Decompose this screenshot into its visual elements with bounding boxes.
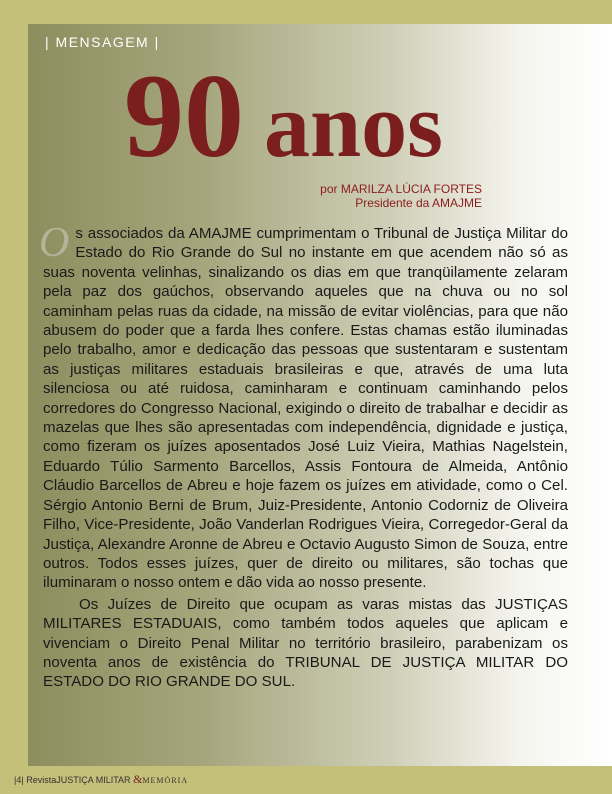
section-label: | MENSAGEM | [45,34,160,50]
paragraph-2: Os Juízes de Direito que ocupam as varas mistas das JUSTIÇAS MILITARES ESTADUAIS, como também todos aqueles que aplicam e vivenciam o Direito Penal Militar no território brasileiro, parabenizam os noventa anos de existência do TRIBUNAL DE JUSTIÇA MILITAR DO ESTADO DO RIO GRANDE DO SUL. [43,595,568,691]
byline-role: Presidente da AMAJME [355,196,482,210]
title-word: anos [264,74,443,176]
article-body [39,220,568,692]
footer-magazine: Revista [26,775,57,785]
footer-magazine-name: JUSTIÇA MILITAR [56,775,131,785]
byline-author: por MARILZA LÚCIA FORTES [320,182,482,196]
page-title [124,49,443,182]
page-number: |4| [14,775,24,785]
paragraph-1-text: s associados da AMAJME cumprimentam o Tribunal de Justiça Militar do Estado do Rio Grande do Sul no instante em que acendem não só as suas noventa velinhas, sinalizando os dias em que tranqüilamente zelaram pela paz dos gaúchos, observando aqueles que na chuva ou no sol caminham pelas ruas da cidade, na missão de evitar violências, para que não abusem do poder que a farda lhes confere. Estas chamas estão iluminadas pelo trabalho, amor e dedicação das pessoas que sustentaram e sustentam as justiças militares estaduais brasileiras e que, através de uma luta silenciosa ou até ruidosa, caminharam e continuam caminhando pelos corredores do Congresso Nacional, exigindo o direito de trabalhar e decidir as mazelas que lhes são apresentadas com independência, dignidade e justiça, como fizeram os juízes aposentados José Luiz Vieira, Mathias Nagelstein, Eduardo Túlio Sarmento Barcellos, Assis Fontoura de Almeida, Antônio Cláudio Barcellos de Abreu e hoje fazem os juízes em atividade, como o Cel. Sérgio Antonio Berni de Brum, Juiz-Presidente, Antonio Codorniz de Oliveira Filho, Vice-Presidente, João Vanderlan Rodrigues Vieira, Corregedor-Geral da Justiça, Alexandre Aronne de Abreu e Octavio Augusto Simon de Souza, entre outros. Todos esses juízes, quer de direito ou militares, são tochas que iluminaram o nosso ontem e dão vida ao nosso presente. [43,225,568,592]
footer-ampersand: & [133,772,143,786]
byline [320,182,482,210]
drop-cap: O [39,220,70,266]
page-footer [14,772,188,787]
title-number: 90 [124,49,244,182]
footer-memoria: MEMÓRIA [142,776,189,785]
paragraph-1 [39,220,568,593]
